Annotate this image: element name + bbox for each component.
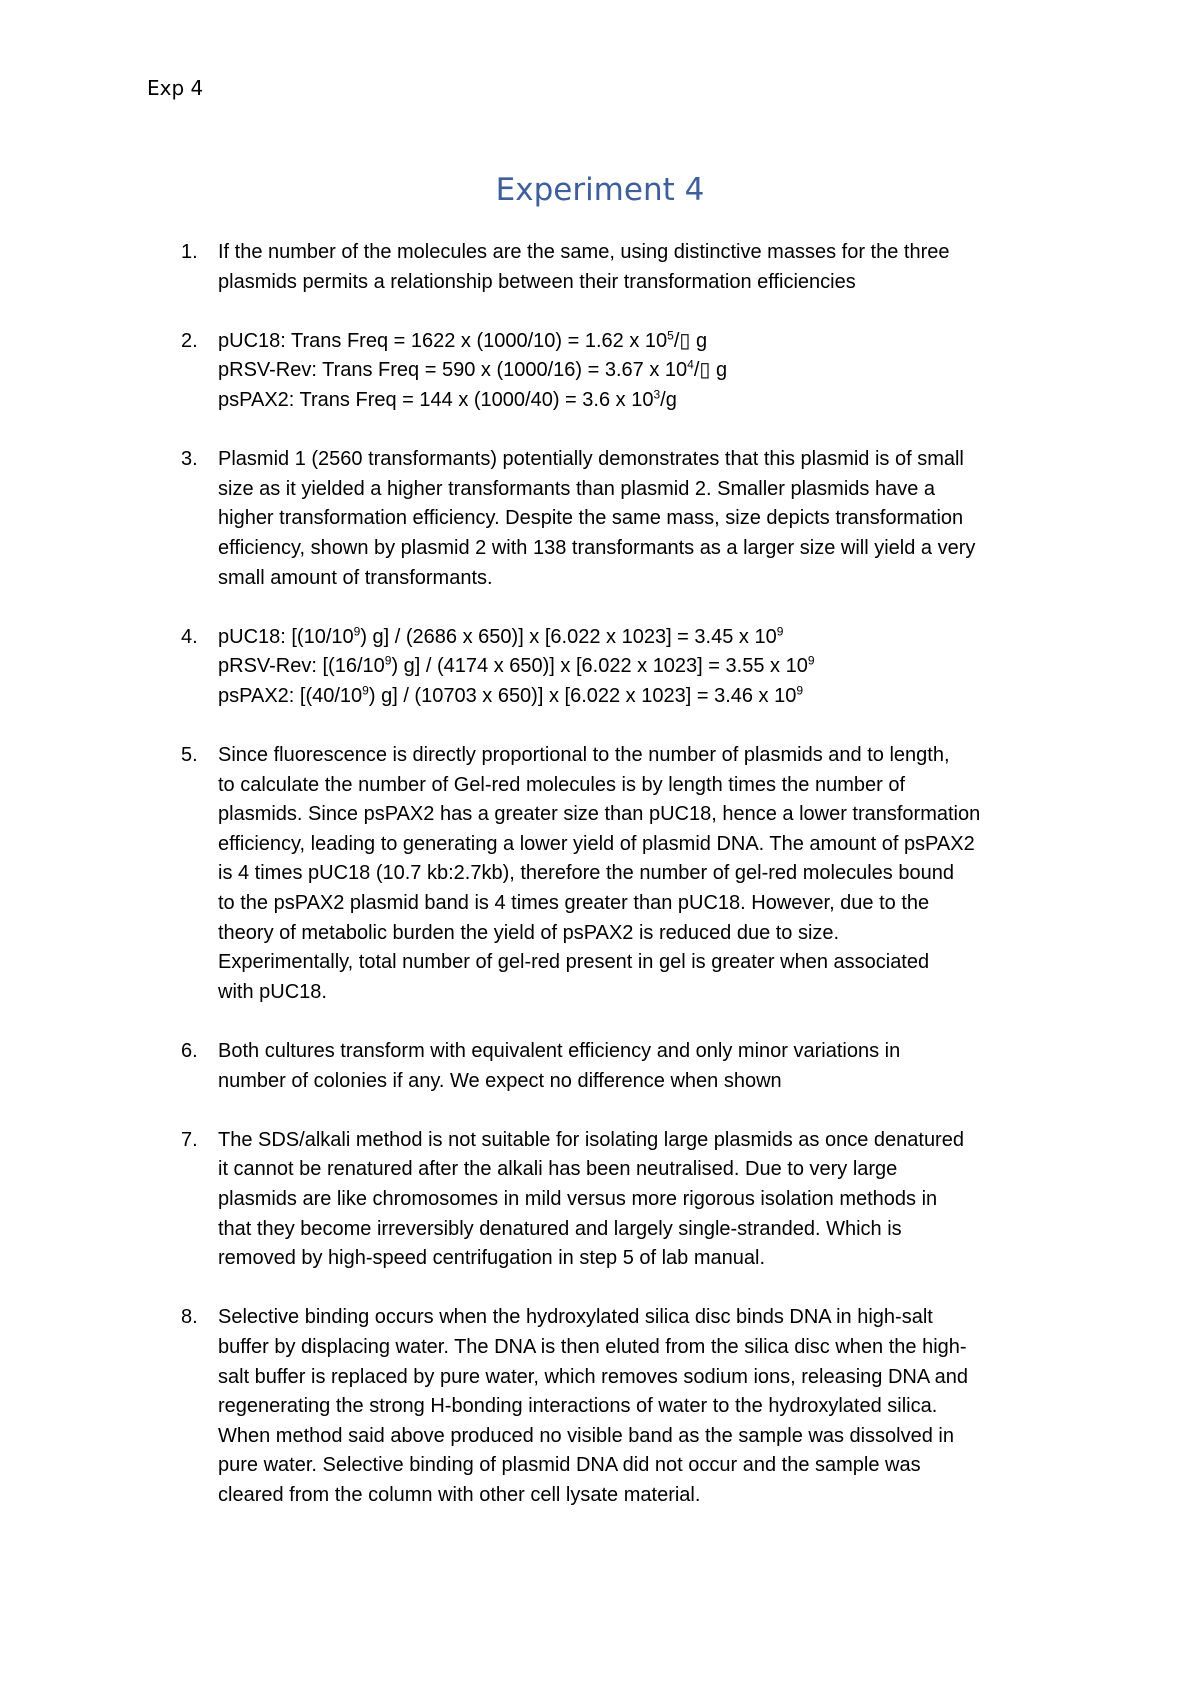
formula-line-prsv-rev [218, 652, 1078, 682]
page-header: Exp 4 [147, 76, 204, 100]
text-line: is 4 times pUC18 (10.7 kb:2.7kb), therefore the number of gel-red molecules bound [218, 862, 954, 885]
exponent: 9 [362, 683, 369, 698]
item-number: 7. [181, 1128, 198, 1151]
text-line: cleared from the column with other cell lysate material. [218, 1483, 701, 1506]
exponent: 4 [687, 357, 694, 372]
text-line: higher transformation efficiency. Despite the same mass, size depicts transformation [218, 507, 964, 530]
formula-text: ) g] / (4174 x 650)] x [6.022 x 1023] = 3.55 x 10 [391, 655, 808, 678]
list-item-8 [181, 1303, 1078, 1510]
text-line: Selective binding occurs when the hydroxylated silica disc binds DNA in high-salt [218, 1306, 933, 1329]
list-item-7 [181, 1126, 1078, 1274]
item-number: 2. [181, 329, 198, 352]
text-line: removed by high-speed centrifugation in step 5 of lab manual. [218, 1247, 766, 1270]
text-line: Plasmid 1 (2560 transformants) potentially demonstrates that this plasmid is of small [218, 448, 964, 471]
list-item-5 [181, 741, 1078, 1007]
exponent: 9 [353, 624, 361, 639]
exponent: 9 [776, 624, 784, 639]
list-item-3 [181, 445, 1078, 593]
formula-line-puc18 [218, 327, 1078, 357]
text-line: theory of metabolic burden the yield of psPAX2 is reduced due to size. [218, 921, 840, 944]
item-number: 4. [181, 625, 198, 648]
text-line: Both cultures transform with equivalent efficiency and only minor variations in [218, 1040, 901, 1063]
exponent: 9 [796, 683, 804, 698]
formula-text: psPAX2: [(40/10 [218, 684, 363, 707]
text-line: If the number of the molecules are the same, using distinctive masses for the three [218, 241, 950, 263]
list-item-2 [181, 327, 1078, 416]
formula-text: pRSV-Rev: Trans Freq = 590 x (1000/16) = 3.67 x 10 [218, 359, 688, 382]
text-line: Experimentally, total number of gel-red present in gel is greater when associated [218, 951, 930, 974]
formula-line-prsv-rev [218, 356, 1078, 386]
formula-line-pspax2 [218, 682, 1078, 712]
text-line: to the psPAX2 plasmid band is 4 times greater than pUC18. However, due to the [218, 892, 930, 915]
exponent: 9 [807, 653, 815, 668]
text-line: to calculate the number of Gel-red molecules is by length times the number of [218, 773, 906, 796]
text-line: number of colonies if any. We expect no difference when shown [218, 1069, 782, 1092]
text-line: salt buffer is replaced by pure water, which removes sodium ions, releasing DNA and [218, 1365, 969, 1388]
text-line: When method said above produced no visible band as the sample was dissolved in [218, 1424, 954, 1447]
page-title: Experiment 4 [495, 172, 705, 208]
text-line: The SDS/alkali method is not suitable for isolating large plasmids as once denatured [218, 1128, 964, 1151]
exponent: 3 [653, 387, 661, 402]
formula-text: ) g] / (10703 x 650)] x [6.022 x 1023] = 3.46 x 10 [368, 684, 797, 707]
text-line: efficiency, leading to generating a lower yield of plasmid DNA. The amount of psPAX2 [218, 832, 975, 855]
formula-text: pUC18: [(10/10 [218, 625, 354, 648]
exponent: 9 [384, 653, 392, 668]
list-item-4 [181, 623, 1078, 712]
item-number: 1. [181, 241, 198, 263]
formula-line-puc18 [218, 623, 1078, 653]
item-number: 8. [181, 1306, 198, 1329]
formula-text: psPAX2: Trans Freq = 144 x (1000/40) = 3.6 x 10 [218, 388, 654, 411]
text-line: pure water. Selective binding of plasmid DNA did not occur and the sample was [218, 1454, 921, 1477]
text-line: plasmids permits a relationship between their transformation efficiencies [218, 270, 856, 293]
text-line: size as it yielded a higher transformants than plasmid 2. Smaller plasmids have a [218, 477, 936, 500]
text-line: buffer by displacing water. The DNA is then eluted from the silica disc when the high- [218, 1335, 967, 1358]
item-number: 3. [181, 448, 198, 471]
formula-text: pRSV-Rev: [(16/10 [218, 655, 385, 678]
text-line: with pUC18. [218, 980, 327, 1003]
formula-text: ) g] / (2686 x 650)] x [6.022 x 1023] = 3.45 x 10 [360, 625, 777, 648]
text-line: plasmids are like chromosomes in mild versus more rigorous isolation methods in [218, 1188, 938, 1210]
text-line: small amount of transformants. [218, 566, 493, 589]
formula-line-pspax2 [218, 386, 1078, 416]
item-number: 6. [181, 1040, 198, 1063]
answer-list [181, 238, 1078, 1540]
item-number: 5. [181, 744, 198, 767]
text-line: regenerating the strong H-bonding interactions of water to the hydroxylated silica. [218, 1395, 938, 1418]
list-item-6 [181, 1037, 1078, 1096]
text-line: plasmids. Since psPAX2 has a greater size than pUC18, hence a lower transformation [218, 803, 981, 826]
formula-unit: /▯ g [693, 359, 728, 382]
text-line: it cannot be renatured after the alkali has been neutralised. Due to very large [218, 1158, 898, 1181]
list-item-1 [181, 238, 1078, 297]
text-line: efficiency, shown by plasmid 2 with 138 transformants as a larger size will yield a very [218, 536, 976, 559]
exponent: 5 [667, 328, 674, 343]
formula-unit: /g [660, 388, 677, 411]
text-line: Since fluorescence is directly proportional to the number of plasmids and to length, [218, 744, 950, 767]
formula-unit: /▯ g [673, 329, 708, 352]
formula-text: pUC18: Trans Freq = 1622 x (1000/10) = 1.62 x 10 [218, 329, 668, 352]
text-line: that they become irreversibly denatured and largely single-stranded. Which is [218, 1217, 902, 1240]
